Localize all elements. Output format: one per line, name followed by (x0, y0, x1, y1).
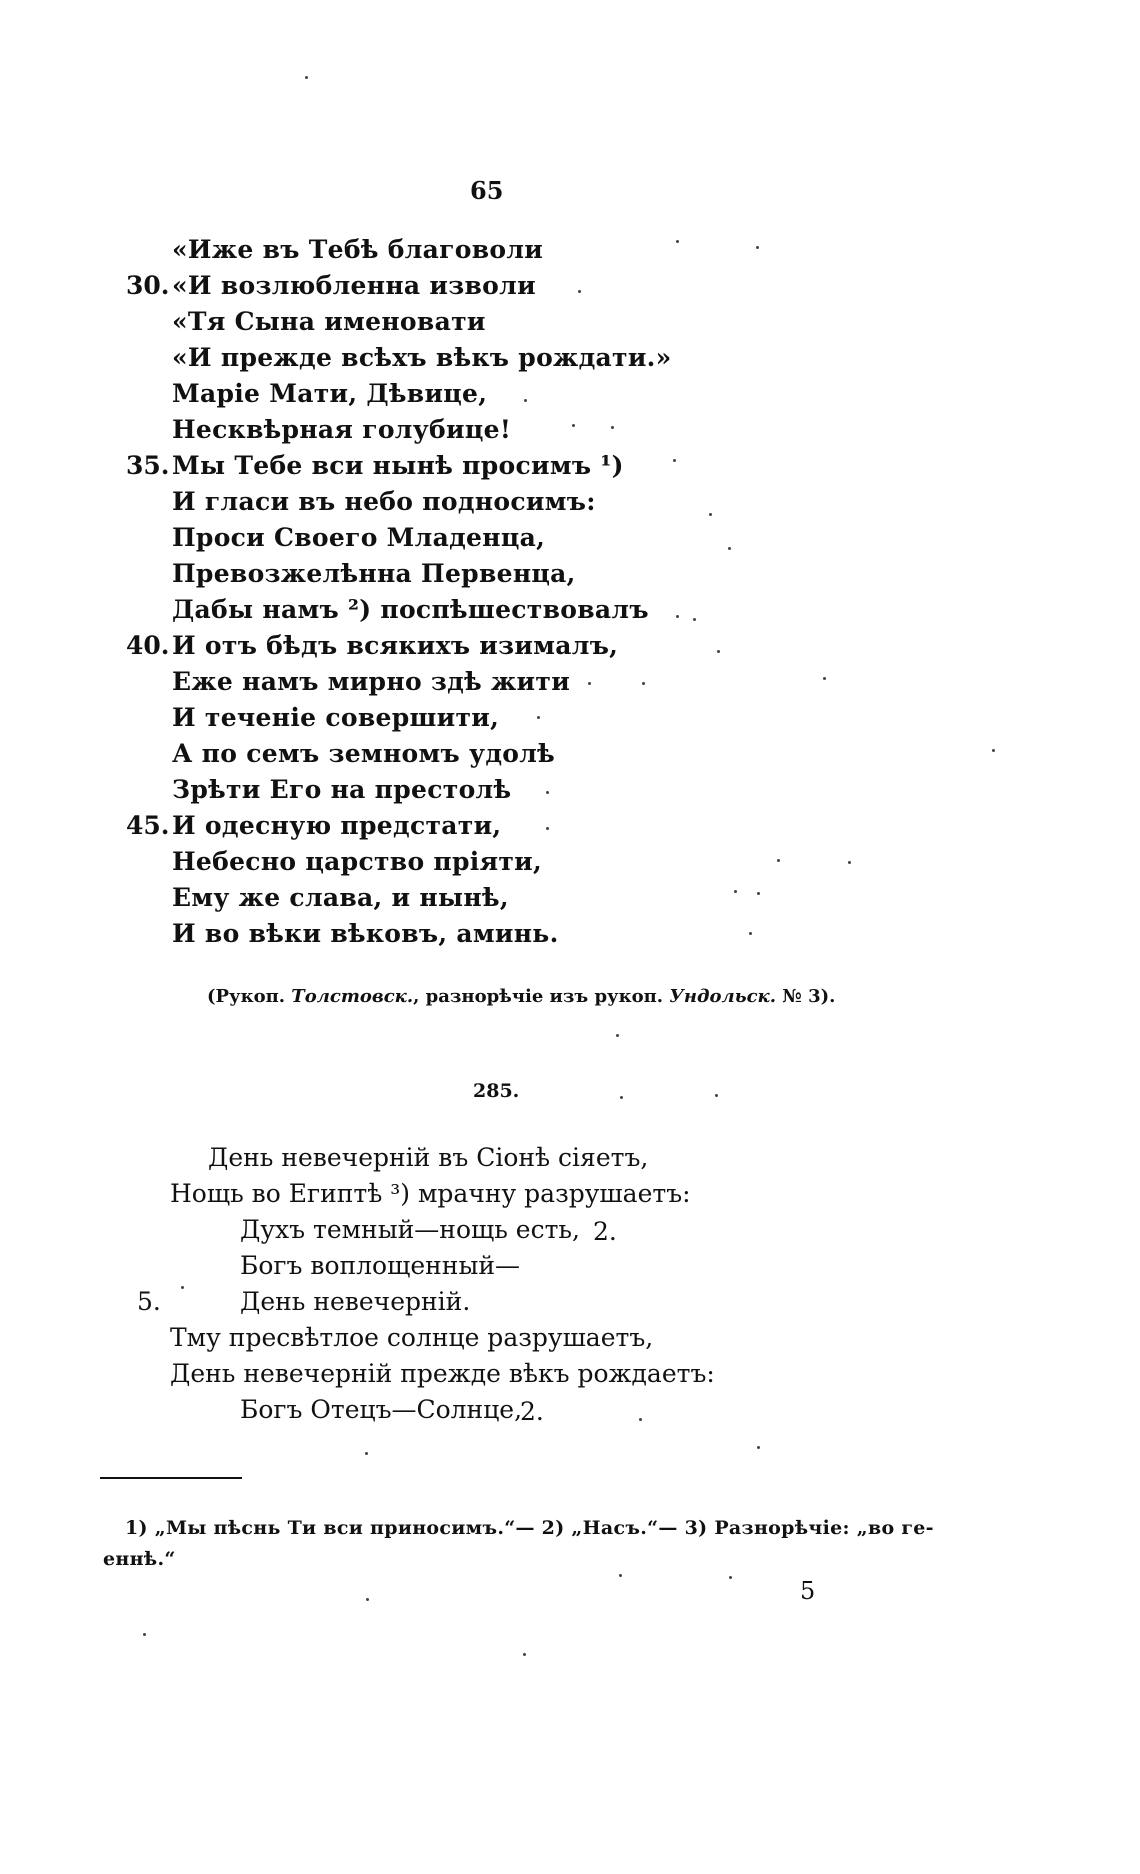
scan-speck (673, 459, 676, 462)
scan-speck (620, 1096, 623, 1099)
verse-line: Превозжелѣнна Первенца, (172, 559, 576, 588)
hymn-line: Нощь во Египтѣ ³) мрачну разрушаетъ: (170, 1179, 691, 1208)
verse-line: Ему же слава, и нынѣ, (172, 883, 509, 912)
line-number: 45. (126, 811, 170, 840)
scan-speck (616, 1034, 619, 1037)
scan-speck (611, 426, 614, 429)
line-number: 5. (137, 1287, 161, 1316)
scan-speck (734, 890, 737, 893)
hymn-line: Богъ Отецъ—Солнце, (240, 1395, 523, 1424)
scan-speck (992, 749, 995, 752)
scan-speck (619, 1574, 622, 1577)
scan-speck (749, 932, 752, 935)
line-number: 30. (126, 271, 170, 300)
line-number: 40. (126, 631, 170, 660)
scan-speck (823, 677, 826, 680)
verse-line: «И прежде всѣхъ вѣкъ рождати.» (172, 343, 672, 372)
scan-speck (181, 1286, 184, 1289)
hymn-line: Духъ темный—нощь есть, (240, 1215, 580, 1244)
signature-mark: 5 (800, 1577, 816, 1605)
verse-line: Зрѣти Его на престолѣ (172, 775, 512, 804)
footnote-line: еннѣ.“ (103, 1548, 176, 1570)
scan-speck (676, 240, 679, 243)
verse-line: Еже намъ мирно здѣ жити (172, 667, 571, 696)
scan-speck (676, 615, 679, 618)
scan-speck (728, 547, 731, 550)
verse-line: И одесную предстати, (172, 811, 502, 840)
scan-speck (757, 1446, 760, 1449)
scan-speck (578, 290, 581, 293)
scan-speck (546, 791, 549, 794)
hymn-line: День невечерній въ Сіонѣ сіяетъ, (208, 1143, 649, 1172)
verse-line: А по семъ земномъ удолѣ (172, 739, 556, 768)
scan-speck (756, 246, 759, 249)
verse-line: Маріе Мати, Дѣвице, (172, 379, 488, 408)
scan-speck (588, 682, 591, 685)
source-note: (Рукоп. Толстовск., разнорѣчіе изъ рукоп. Ундольск. № 3). (207, 986, 836, 1007)
scan-speck (729, 1576, 732, 1579)
scan-speck (717, 650, 720, 653)
scan-speck (366, 1598, 369, 1601)
verse-line: И отъ бѣдъ всякихъ изималъ, (172, 631, 619, 660)
scan-speck (143, 1633, 146, 1636)
line-number: 35. (126, 451, 170, 480)
hymn-line: День невечерній. (240, 1287, 471, 1316)
hymn-line: Тму пресвѣтлое солнце разрушаетъ, (170, 1323, 654, 1352)
verse-line: Проси Своего Младенца, (172, 523, 546, 552)
verse-line: Мы Тебе вси нынѣ просимъ ¹) (172, 451, 624, 480)
scan-speck (777, 859, 780, 862)
hymn-line: Богъ воплощенный— (240, 1251, 521, 1280)
verse-line: «И возлюбленна изволи (172, 271, 536, 300)
verse-line: Несквѣрная голубице! (172, 415, 512, 444)
repeat-marker: 2. (520, 1397, 544, 1426)
scan-speck (693, 618, 696, 621)
scan-speck (546, 827, 549, 830)
scan-speck (572, 424, 575, 427)
verse-line: И гласи въ небо подносимъ: (172, 487, 596, 516)
scan-speck (715, 1094, 718, 1097)
verse-line: И во вѣки вѣковъ, аминь. (172, 919, 559, 948)
scan-speck (537, 716, 540, 719)
footnote-line: 1) „Мы пѣснь Ти вси приносимъ.“— 2) „Насъ.“— 3) Разнорѣчіе: „во ге- (125, 1517, 934, 1539)
scan-speck (639, 1418, 642, 1421)
hymn-line: День невечерній прежде вѣкъ рождаетъ: (170, 1359, 715, 1388)
scan-speck (305, 76, 308, 79)
verse-line: Дабы намъ ²) поспѣшествовалъ (172, 595, 649, 624)
scan-speck (524, 399, 527, 402)
scan-speck (757, 892, 760, 895)
scan-speck (642, 682, 645, 685)
verse-line: И теченіе совершити, (172, 703, 500, 732)
hymn-number: 285. (473, 1080, 520, 1102)
scan-speck (365, 1452, 368, 1455)
scan-speck (709, 513, 712, 516)
footnote-rule (100, 1477, 242, 1479)
verse-line: «Иже въ Тебѣ благоволи (172, 235, 544, 264)
page-number: 65 (470, 176, 504, 205)
scan-speck (848, 861, 851, 864)
verse-line: Небесно царство пріяти, (172, 847, 542, 876)
scan-speck (523, 1653, 526, 1656)
verse-line: «Тя Сына именовати (172, 307, 486, 336)
repeat-marker: 2. (593, 1217, 617, 1246)
